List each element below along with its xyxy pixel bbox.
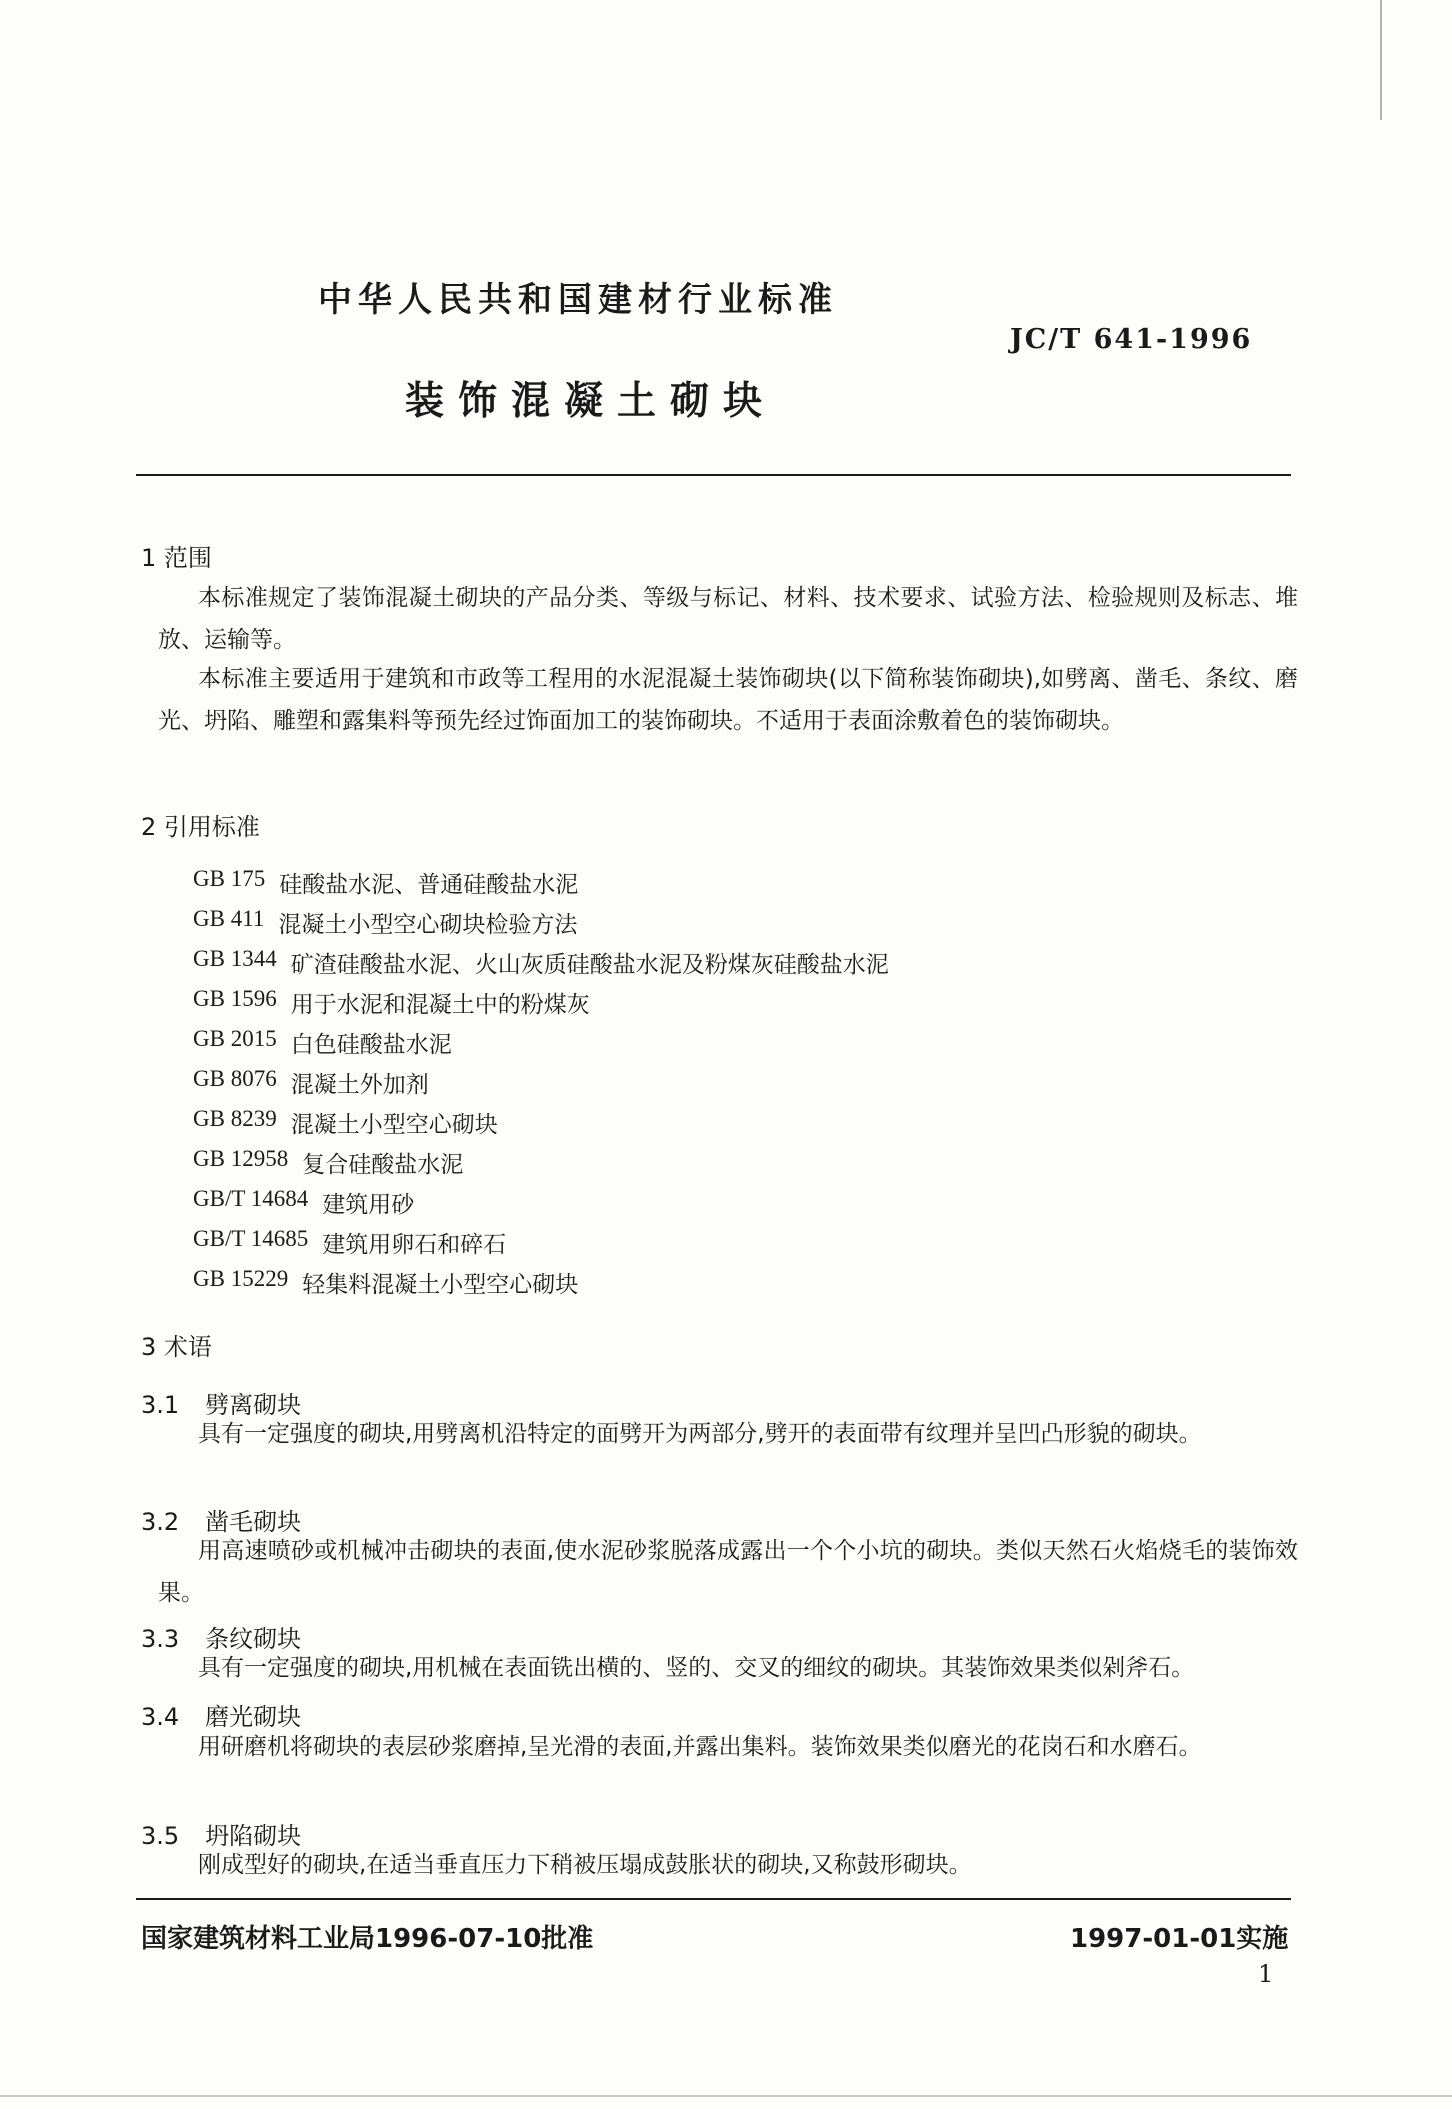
reference-code: GB 8076 [193, 1066, 277, 1091]
reference-item [193, 1226, 889, 1266]
term-number: 3.4 [141, 1703, 180, 1731]
reference-code: GB 1344 [193, 946, 277, 971]
section-1-heading: 1 范围 [141, 544, 212, 572]
term-number: 3.5 [141, 1822, 180, 1850]
reference-title: 白色硅酸盐水泥 [290, 1032, 452, 1058]
term-number: 3.1 [141, 1391, 180, 1419]
reference-code: GB 175 [193, 866, 266, 891]
reference-item [193, 986, 889, 1026]
reference-code: GB 15229 [193, 1266, 289, 1291]
reference-code: GB/T 14685 [193, 1226, 309, 1251]
reference-item [193, 1106, 889, 1146]
term-definition: 用研磨机将砌块的表层砂浆磨掉,呈光滑的表面,并露出集料。装饰效果类似磨光的花岗石和水磨石。 [198, 1734, 1202, 1760]
term-name: 条纹砌块 [205, 1625, 302, 1653]
term-definition: 用高速喷砂或机械冲击砌块的表面,使水泥砂浆脱落成露出一个个小坑的砌块。类似天然石火焰烧毛的装饰效果。 [158, 1538, 1298, 1606]
standard-code: JC/T 641-1996 [1010, 324, 1253, 355]
reference-title: 建筑用卵石和碎石 [322, 1232, 507, 1258]
section-3-heading: 3 术语 [141, 1333, 212, 1361]
reference-code: GB 12958 [193, 1146, 289, 1171]
reference-code: GB 411 [193, 906, 265, 931]
reference-item [193, 866, 889, 906]
reference-item [193, 1146, 889, 1186]
reference-code: GB/T 14684 [193, 1186, 309, 1211]
reference-title: 矿渣硅酸盐水泥、火山灰质硅酸盐水泥及粉煤灰硅酸盐水泥 [290, 952, 889, 978]
footer-rule [136, 1898, 1291, 1900]
section-1-paragraph: 本标准主要适用于建筑和市政等工程用的水泥混凝土装饰砌块(以下简称装饰砌块),如劈离、凿毛、条纹、磨光、坍陷、雕塑和露集料等预先经过饰面加工的装饰砌块。不适用于表面涂敷着色的装饰砌块。 [158, 666, 1298, 734]
reference-title: 混凝土外加剂 [290, 1072, 429, 1098]
term-name: 劈离砌块 [205, 1391, 302, 1419]
reference-list [193, 866, 889, 1306]
section-1-paragraph: 本标准规定了装饰混凝土砌块的产品分类、等级与标记、材料、技术要求、试验方法、检验规则及标志、堆放、运输等。 [158, 585, 1298, 653]
term-number: 3.2 [141, 1508, 180, 1536]
reference-item [193, 1266, 889, 1306]
effective-date: 1997-01-01实施 [1070, 1924, 1289, 1954]
org-title: 中华人民共和国建材行业标准 [318, 280, 838, 320]
reference-code: GB 8239 [193, 1106, 277, 1131]
term-definition: 具有一定强度的砌块,用劈离机沿特定的面劈开为两部分,劈开的表面带有纹理并呈凹凸形貌的砌块。 [198, 1421, 1202, 1447]
term-name: 坍陷砌块 [205, 1822, 302, 1850]
scan-edge-mark [0, 2095, 1452, 2097]
reference-title: 硅酸盐水泥、普通硅酸盐水泥 [279, 872, 579, 898]
reference-item [193, 906, 889, 946]
reference-title: 建筑用砂 [322, 1192, 415, 1218]
term-name: 磨光砌块 [205, 1703, 302, 1731]
term-number: 3.3 [141, 1625, 180, 1653]
section-2-heading: 2 引用标准 [141, 813, 260, 841]
reference-title: 轻集料混凝土小型空心砌块 [302, 1272, 579, 1298]
reference-item [193, 1066, 889, 1106]
reference-title: 混凝土小型空心砌块 [290, 1112, 498, 1138]
scan-edge-mark [1380, 0, 1382, 120]
term-name: 凿毛砌块 [205, 1508, 302, 1536]
page-number: 1 [1258, 1960, 1274, 1988]
term-definition: 具有一定强度的砌块,用机械在表面铣出横的、竖的、交叉的细纹的砌块。其装饰效果类似剁斧石。 [198, 1655, 1195, 1681]
term-definition: 刚成型好的砌块,在适当垂直压力下稍被压塌成鼓胀状的砌块,又称鼓形砌块。 [198, 1852, 972, 1878]
reference-title: 复合硅酸盐水泥 [302, 1152, 464, 1178]
reference-title: 用于水泥和混凝土中的粉煤灰 [290, 992, 590, 1018]
reference-item [193, 1026, 889, 1066]
doc-title: 装饰混凝土砌块 [405, 379, 777, 424]
header-rule [136, 474, 1291, 476]
reference-code: GB 2015 [193, 1026, 277, 1051]
approval-note: 国家建筑材料工业局1996-07-10批准 [141, 1924, 594, 1954]
reference-item [193, 946, 889, 986]
reference-code: GB 1596 [193, 986, 277, 1011]
reference-item [193, 1186, 889, 1226]
reference-title: 混凝土小型空心砌块检验方法 [278, 912, 578, 938]
